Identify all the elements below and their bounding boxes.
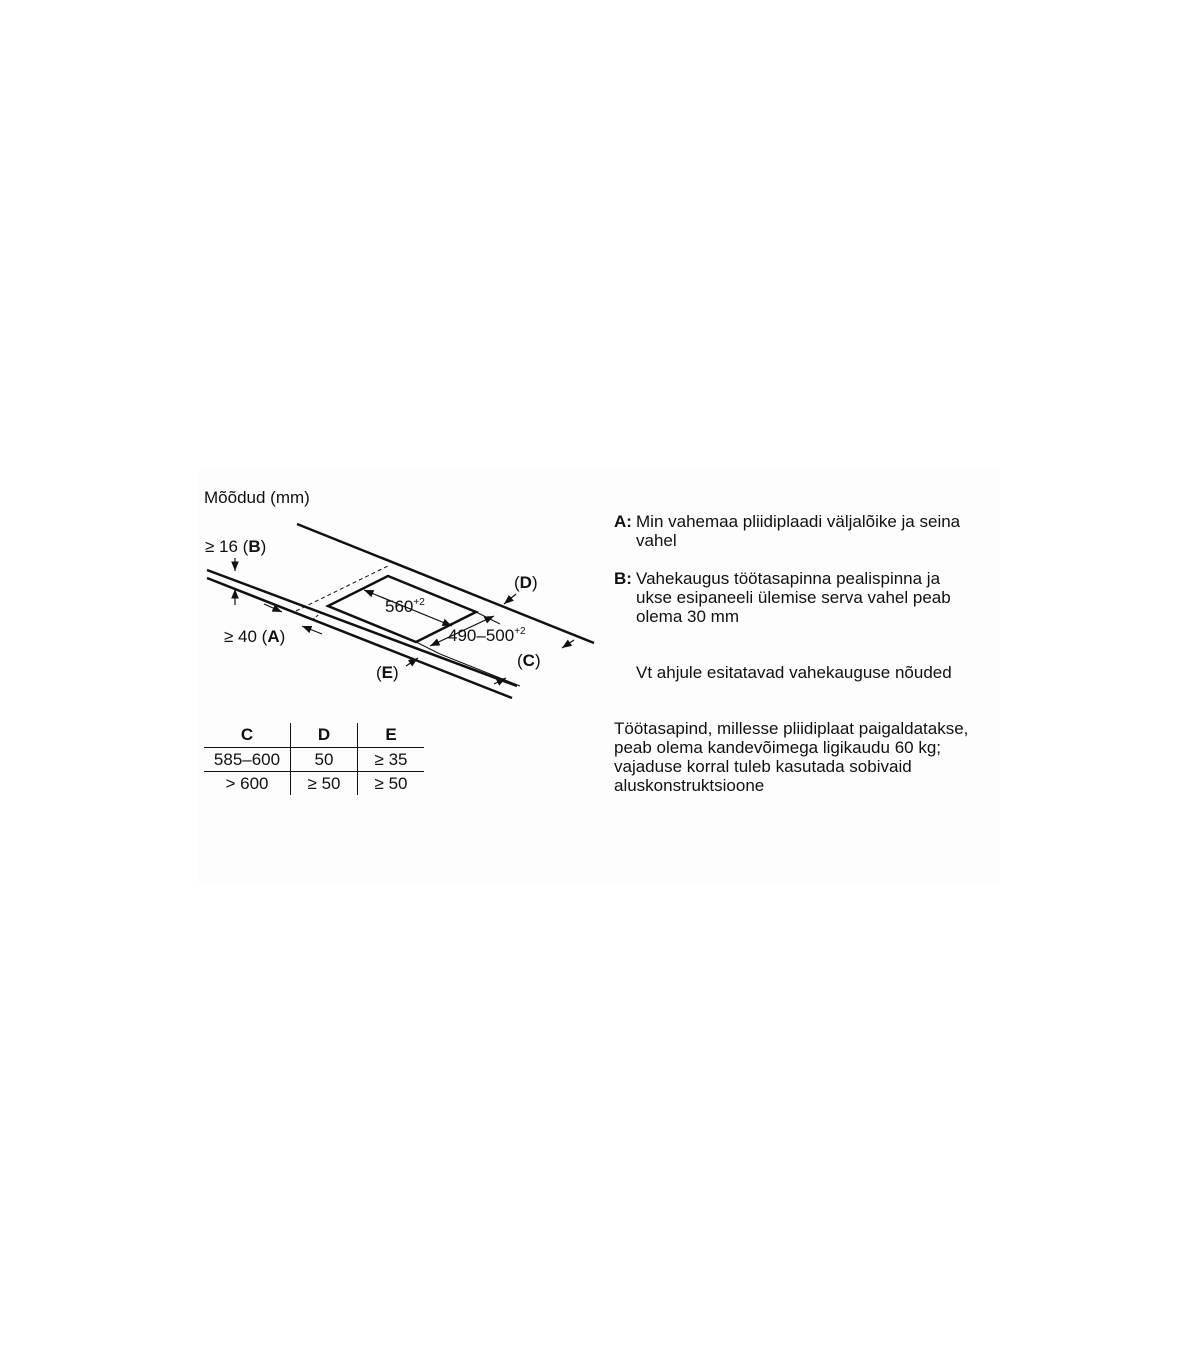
label-b: ≥ 16 (B) [205,537,267,556]
definition-key: B: [614,569,632,588]
table-header: E [358,723,425,748]
definition-text: Min vahemaa pliidiplaadi väljalõike ja seina vahel [636,512,961,550]
table-row [204,748,424,772]
c-extension [440,654,520,686]
dimensions-title: Mõõdud (mm) [204,488,310,507]
definition-text: Vahekaugus töötasapinna pealispinna ja ukse esipaneeli ülemise serva vahel peab olema 30 mm [636,569,951,626]
table-header: D [291,723,358,748]
definition-b [614,569,976,626]
a-arrow-right [302,626,322,634]
table-cell: 585–600 [204,748,291,772]
definition-a [614,512,976,550]
table-cell: 50 [291,748,358,772]
label-width: $560^{+2}$ [385,597,425,616]
table-cell: ≥ 35 [358,748,425,772]
dimension-table [204,723,424,795]
label-a: ≥ 40 (A) [224,627,286,646]
c-arrow-upper [562,640,574,648]
label-d: (D) [514,573,538,592]
d-arrow [504,594,516,604]
table-cell: > 600 [225,774,269,793]
worktop-load-text: Töötasapind, millesse pliidiplaat paigaldatakse, peab olema kandevõimega ligikaudu 60 kg; vajaduse korral tuleb kasutada sobivaid aluskonstruktsioone [614,719,969,795]
table-cell: ≥ 50 [358,772,425,796]
dashed-guide [312,612,322,620]
table-header: C [204,723,291,748]
table-cell: ≥ 50 [291,772,358,796]
worktop-back-edge [297,524,594,643]
table-row [204,772,424,796]
dashed-guide [296,565,390,611]
oven-note: Vt ahjule esitatavad vahekauguse nõuded [636,663,952,682]
label-depth: $490-500^{+2}$ [448,626,526,645]
definition-key: A: [614,512,632,531]
label-e: (E) [376,663,399,682]
table-header-row [204,723,424,748]
label-c: (C) [517,651,541,670]
